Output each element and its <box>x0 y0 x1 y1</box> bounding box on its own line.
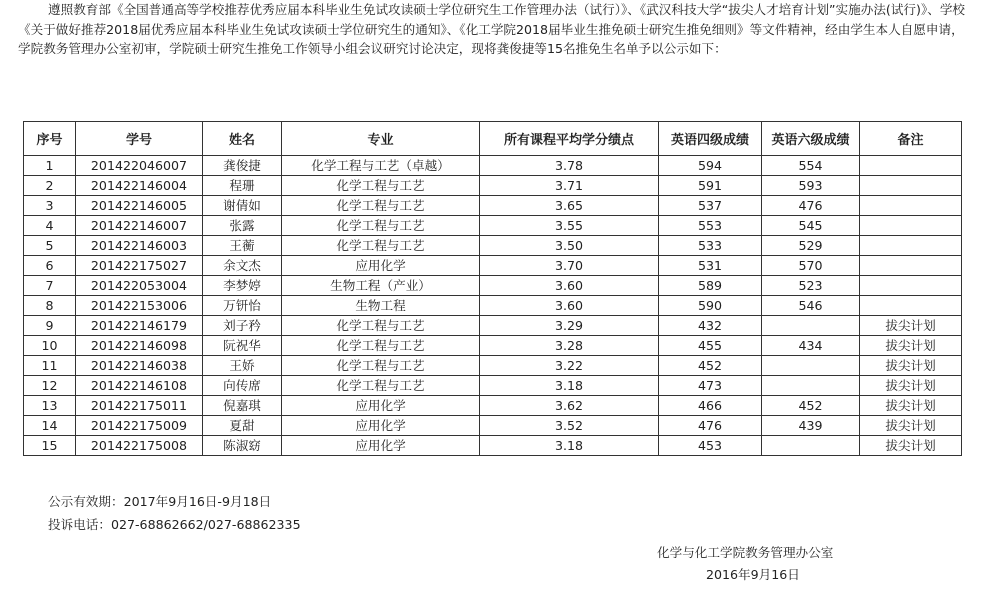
cell-major: 化学工程与工艺 <box>282 196 480 216</box>
cell-cet6: 452 <box>762 396 860 416</box>
table-row <box>24 256 962 276</box>
cell-student-id: 201422153006 <box>76 296 203 316</box>
cell-gpa: 3.18 <box>480 376 659 396</box>
table-row <box>24 416 962 436</box>
cell-gpa: 3.18 <box>480 436 659 456</box>
table-row <box>24 156 962 176</box>
cell-student-id: 201422146007 <box>76 216 203 236</box>
cell-student-id: 201422175027 <box>76 256 203 276</box>
cell-gpa: 3.50 <box>480 236 659 256</box>
cell-student-id: 201422146108 <box>76 376 203 396</box>
cell-gpa: 3.52 <box>480 416 659 436</box>
cell-index: 1 <box>24 156 76 176</box>
cell-name: 刘子矜 <box>203 316 282 336</box>
cell-major: 应用化学 <box>282 396 480 416</box>
cell-name: 龚俊捷 <box>203 156 282 176</box>
cell-name: 李梦婷 <box>203 276 282 296</box>
cell-cet6: 593 <box>762 176 860 196</box>
cell-cet4: 594 <box>659 156 762 176</box>
cell-name: 程珊 <box>203 176 282 196</box>
cell-major: 应用化学 <box>282 436 480 456</box>
table-body <box>24 156 962 456</box>
table-row <box>24 316 962 336</box>
cell-cet6: 439 <box>762 416 860 436</box>
cell-remarks <box>860 236 962 256</box>
cell-name: 王娇 <box>203 356 282 376</box>
table-row <box>24 276 962 296</box>
cell-remarks: 拔尖计划 <box>860 356 962 376</box>
cell-cet6: 434 <box>762 336 860 356</box>
cell-cet6: 554 <box>762 156 860 176</box>
table-row <box>24 356 962 376</box>
cell-index: 9 <box>24 316 76 336</box>
cell-cet6: 545 <box>762 216 860 236</box>
cell-remarks <box>860 296 962 316</box>
cell-gpa: 3.55 <box>480 216 659 236</box>
cell-cet6 <box>762 356 860 376</box>
cell-cet4: 476 <box>659 416 762 436</box>
cell-student-id: 201422046007 <box>76 156 203 176</box>
cell-major: 化学工程与工艺 <box>282 236 480 256</box>
cell-cet4: 553 <box>659 216 762 236</box>
cell-index: 4 <box>24 216 76 236</box>
cell-cet6: 523 <box>762 276 860 296</box>
cell-remarks <box>860 216 962 236</box>
cell-name: 万钘怡 <box>203 296 282 316</box>
cell-index: 6 <box>24 256 76 276</box>
intro-paragraph: 遵照教育部《全国普通高等学校推荐优秀应届本科毕业生免试攻读硕士学位研究生工作管理办法（试行）》、《武汉科技大学“拔尖人才培育计划”实施办法(试行)》、学校《关于做好推荐2018届优秀应届本科毕业生免试攻读硕士学位研究生的通知》、《化工学院2018届毕业生推免硕士研究生推免细则》等文件精神，经由学生本人自愿申请，学院教务管理办公室初审，学院硕士研究生推免工作领导小组会议研究讨论决定，现将龚俊捷等15名推免生名单予以公示如下： <box>18 2 966 57</box>
cell-student-id: 201422146005 <box>76 196 203 216</box>
header-name: 姓名 <box>203 122 282 156</box>
cell-cet4: 453 <box>659 436 762 456</box>
table-header-row <box>24 122 962 156</box>
cell-student-id: 201422146179 <box>76 316 203 336</box>
table-row <box>24 216 962 236</box>
cell-cet6: 529 <box>762 236 860 256</box>
cell-cet6: 476 <box>762 196 860 216</box>
cell-index: 14 <box>24 416 76 436</box>
cell-cet4: 432 <box>659 316 762 336</box>
complaint-phone: 投诉电话：027-68862662/027-68862335 <box>48 517 301 532</box>
cell-remarks: 拔尖计划 <box>860 316 962 336</box>
cell-index: 15 <box>24 436 76 456</box>
header-gpa: 所有课程平均学分绩点 <box>480 122 659 156</box>
cell-major: 化学工程与工艺（卓越） <box>282 156 480 176</box>
table-row <box>24 296 962 316</box>
cell-cet4: 589 <box>659 276 762 296</box>
table-row <box>24 376 962 396</box>
cell-student-id: 201422175009 <box>76 416 203 436</box>
cell-name: 王蘅 <box>203 236 282 256</box>
recommended-students-table <box>23 121 962 456</box>
cell-cet6 <box>762 316 860 336</box>
cell-student-id: 201422146098 <box>76 336 203 356</box>
cell-remarks: 拔尖计划 <box>860 396 962 416</box>
table-row <box>24 336 962 356</box>
cell-cet4: 466 <box>659 396 762 416</box>
cell-major: 化学工程与工艺 <box>282 316 480 336</box>
cell-remarks <box>860 176 962 196</box>
cell-cet4: 591 <box>659 176 762 196</box>
cell-index: 12 <box>24 376 76 396</box>
cell-cet4: 455 <box>659 336 762 356</box>
cell-gpa: 3.60 <box>480 296 659 316</box>
cell-name: 阮祝华 <box>203 336 282 356</box>
cell-major: 生物工程（产业） <box>282 276 480 296</box>
cell-cet4: 537 <box>659 196 762 216</box>
cell-cet6 <box>762 376 860 396</box>
cell-remarks <box>860 276 962 296</box>
cell-major: 化学工程与工艺 <box>282 176 480 196</box>
cell-remarks <box>860 196 962 216</box>
cell-gpa: 3.65 <box>480 196 659 216</box>
table-row <box>24 196 962 216</box>
cell-gpa: 3.28 <box>480 336 659 356</box>
cell-index: 10 <box>24 336 76 356</box>
cell-remarks: 拔尖计划 <box>860 376 962 396</box>
header-cet6: 英语六级成绩 <box>762 122 860 156</box>
table-row <box>24 436 962 456</box>
table-row <box>24 236 962 256</box>
cell-major: 化学工程与工艺 <box>282 216 480 236</box>
cell-cet6: 546 <box>762 296 860 316</box>
cell-gpa: 3.70 <box>480 256 659 276</box>
header-remarks: 备注 <box>860 122 962 156</box>
cell-cet4: 473 <box>659 376 762 396</box>
cell-gpa: 3.71 <box>480 176 659 196</box>
cell-index: 8 <box>24 296 76 316</box>
cell-student-id: 201422146038 <box>76 356 203 376</box>
cell-cet4: 531 <box>659 256 762 276</box>
cell-cet4: 452 <box>659 356 762 376</box>
cell-index: 13 <box>24 396 76 416</box>
signature-office: 化学与化工学院教务管理办公室 <box>657 545 834 560</box>
cell-remarks <box>860 156 962 176</box>
table-row <box>24 176 962 196</box>
cell-student-id: 201422175008 <box>76 436 203 456</box>
cell-gpa: 3.22 <box>480 356 659 376</box>
cell-name: 向传席 <box>203 376 282 396</box>
cell-major: 生物工程 <box>282 296 480 316</box>
cell-gpa: 3.29 <box>480 316 659 336</box>
signature-date: 2016年9月16日 <box>706 567 800 582</box>
header-cet4: 英语四级成绩 <box>659 122 762 156</box>
cell-name: 谢倩如 <box>203 196 282 216</box>
cell-major: 化学工程与工艺 <box>282 336 480 356</box>
cell-cet4: 533 <box>659 236 762 256</box>
cell-gpa: 3.62 <box>480 396 659 416</box>
validity-period: 公示有效期：2017年9月16日-9月18日 <box>48 494 272 509</box>
cell-name: 夏甜 <box>203 416 282 436</box>
cell-cet6: 570 <box>762 256 860 276</box>
cell-gpa: 3.60 <box>480 276 659 296</box>
table-row <box>24 396 962 416</box>
cell-name: 倪嘉琪 <box>203 396 282 416</box>
cell-remarks: 拔尖计划 <box>860 416 962 436</box>
cell-index: 7 <box>24 276 76 296</box>
header-index: 序号 <box>24 122 76 156</box>
cell-index: 3 <box>24 196 76 216</box>
cell-name: 陈淑窈 <box>203 436 282 456</box>
cell-major: 应用化学 <box>282 416 480 436</box>
cell-remarks: 拔尖计划 <box>860 436 962 456</box>
cell-major: 化学工程与工艺 <box>282 356 480 376</box>
cell-remarks <box>860 256 962 276</box>
cell-cet4: 590 <box>659 296 762 316</box>
cell-index: 11 <box>24 356 76 376</box>
cell-student-id: 201422053004 <box>76 276 203 296</box>
header-student-id: 学号 <box>76 122 203 156</box>
cell-major: 化学工程与工艺 <box>282 376 480 396</box>
cell-remarks: 拔尖计划 <box>860 336 962 356</box>
cell-gpa: 3.78 <box>480 156 659 176</box>
cell-name: 张露 <box>203 216 282 236</box>
cell-student-id: 201422146003 <box>76 236 203 256</box>
header-major: 专业 <box>282 122 480 156</box>
cell-major: 应用化学 <box>282 256 480 276</box>
cell-student-id: 201422146004 <box>76 176 203 196</box>
cell-index: 5 <box>24 236 76 256</box>
cell-student-id: 201422175011 <box>76 396 203 416</box>
cell-name: 余文杰 <box>203 256 282 276</box>
cell-index: 2 <box>24 176 76 196</box>
cell-cet6 <box>762 436 860 456</box>
